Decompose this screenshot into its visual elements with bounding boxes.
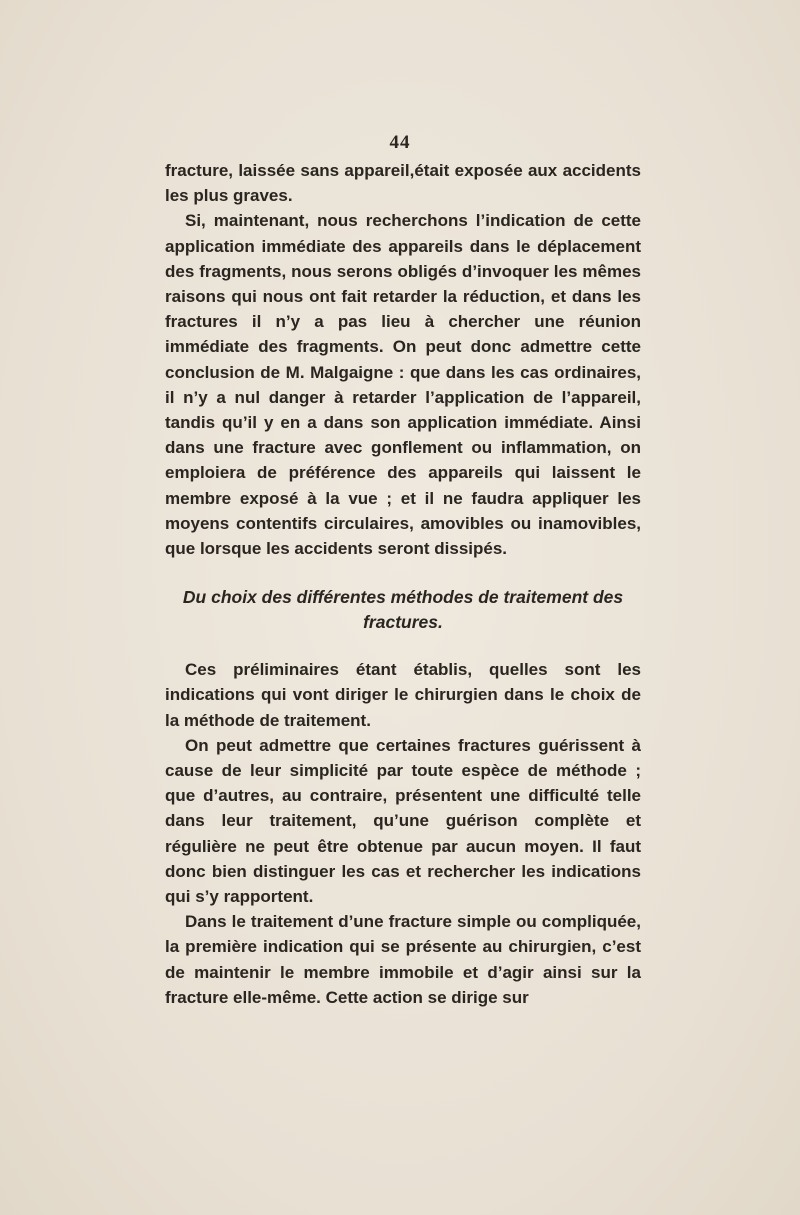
paragraph-traitement: Dans le traitement d’une fracture simple ou compliquée, la première indication qui se présente au chirurgien, c’est de maintenir le membre immobile et d’agir ainsi sur la fracture elle-même. Cette action se dirige sur (165, 912, 641, 1007)
paragraph-preliminaires: Ces préliminaires étant établis, quelles sont les indications qui vont diriger le chirurgien dans le choix de la méthode de traitement. (165, 660, 641, 730)
paragraph-continuation: fracture, laissée sans appareil,était exposée aux accidents les plus graves. (165, 161, 641, 206)
page-number: 44 (389, 132, 411, 153)
section-heading: Du choix des différentes méthodes de traitement des fractures. (182, 587, 624, 633)
paragraph-indication: Si, maintenant, nous recherchons l’indication de cette application immédiate des appareils dans le déplacement des fragments, nous serons obligés d’invoquer les mêmes raisons qui nous ont fait retarder la réduction, et dans les fractures il n’y a pas lieu à chercher une réunion immédiate des fragments. On peut donc admettre cette conclusion de M. Malgaigne : que dans les cas ordinaires, il n’y a nul danger à retarder l’application de l’appareil, tandis qu’il y en a dans son application immédiate. Ainsi dans une fracture avec gonflement ou inflammation, on emploiera de préférence des appareils qui laissent le membre exposé à la vue ; et il ne faudra appliquer les moyens contentifs circulaires, amovibles ou inamovibles, que lorsque les accidents seront dissipés. (165, 211, 641, 559)
paragraph-certaines-fractures: On peut admettre que certaines fractures guérissent à cause de leur simplicité par toute espèce de méthode ; que d’autres, au contraire, présentent une difficulté telle dans leur traitement, qu’une guérison complète et régulière ne peut être obtenue par aucun moyen. Il faut donc bien distinguer les cas et rechercher les indications qui s’y rapportent. (165, 735, 641, 907)
body-text (165, 158, 641, 1010)
